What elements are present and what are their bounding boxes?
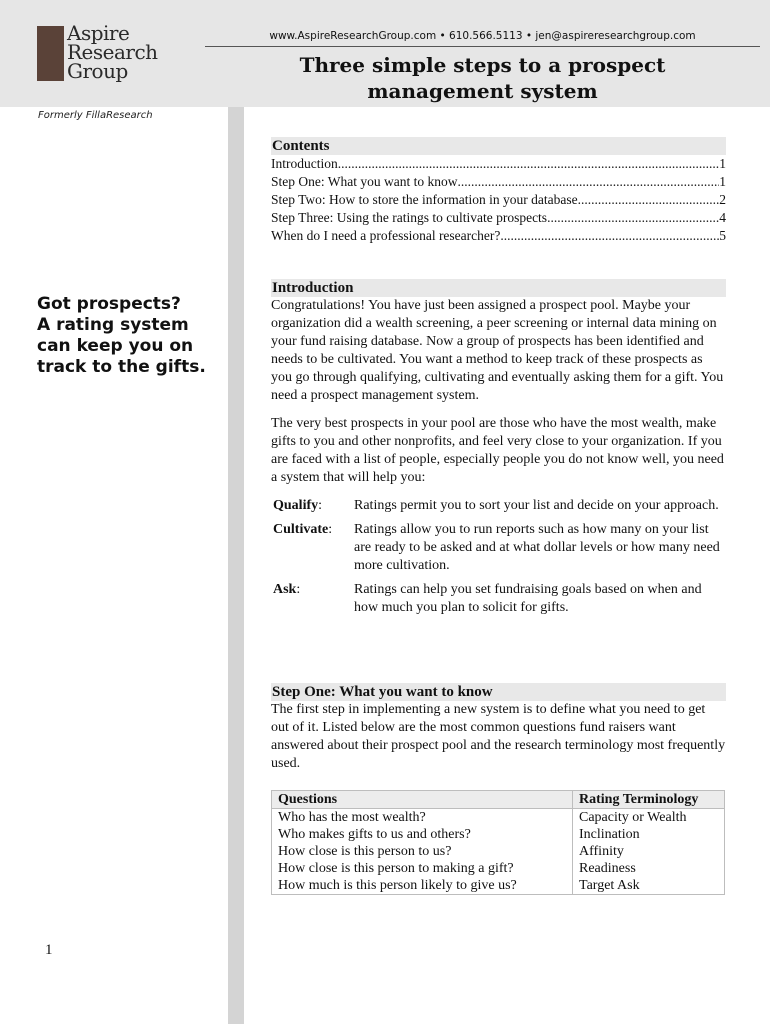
vertical-stripe (228, 107, 244, 1024)
table-cell: Capacity or Wealth (573, 809, 725, 827)
contents-heading: Contents (271, 137, 726, 155)
toc-entry-page: 4 (719, 210, 726, 225)
table-cell: Inclination (573, 826, 725, 843)
title-line-2: management system (367, 79, 598, 103)
toc-entry[interactable] (271, 209, 726, 227)
toc-entry-title: Introduction (271, 156, 338, 171)
table-row (272, 826, 725, 843)
spacer (271, 405, 726, 415)
table-header-cell: Rating Terminology (573, 791, 725, 809)
table-cell: Target Ask (573, 877, 725, 895)
toc-entry[interactable] (271, 227, 726, 245)
introduction-section (271, 279, 726, 623)
toc-leader (578, 191, 720, 209)
title-line-1: Three simple steps to a prospect (299, 53, 666, 77)
aspire-logo (37, 21, 172, 84)
quote-line: Got prospects? (37, 294, 181, 314)
toc-leader (338, 155, 720, 173)
definition-desc: Ratings can help you set fundraising goals based on when and how much you plan to solicit for gifts. (354, 582, 702, 615)
table-cell: Who has the most wealth? (272, 809, 573, 827)
table-cell: How close is this person to making a gift? (272, 860, 573, 877)
quote-line: can keep you on (37, 336, 194, 356)
toc-leader (547, 209, 719, 227)
term-label: Qualify (273, 498, 319, 513)
toc-entry-title: Step One: What you want to know (271, 174, 458, 189)
rating-table (271, 790, 725, 895)
logo-line: Aspire (67, 21, 130, 45)
toc-entry-page: 1 (719, 174, 726, 189)
quote-line: track to the gifts. (37, 357, 206, 377)
table-cell: Affinity (573, 843, 725, 860)
toc-entry-page: 5 (719, 228, 726, 243)
definition-term: Ask: (273, 582, 301, 597)
spacer (271, 487, 726, 497)
header-rule (205, 46, 760, 47)
toc-entry-title: Step Three: Using the ratings to cultivate prospects (271, 210, 548, 225)
contact-info: www.AspireResearchGroup.com • 610.566.5113 • jen@aspireresearchgroup.com (269, 30, 696, 42)
definition-desc: Ratings allow you to run reports such as how many on your list are ready to be asked and at what dollar levels or how many need more cultivation. (354, 522, 720, 573)
table-cell: Who makes gifts to us and others? (272, 826, 573, 843)
intro-paragraph: Congratulations! You have just been assigned a prospect pool. Maybe your organization did a wealth screening, a peer screening or internal data mining on your fund raising database. Now a group of prospects has been identified and needs to be cultivated. You want a method to keep track of these prospects as you go through qualifying, cultivating and eventually asking them for a gift. You need a prospect management system. (271, 298, 724, 403)
formerly-note: Formerly FillaResearch (38, 110, 153, 121)
introduction-heading: Introduction (271, 279, 726, 297)
table-header-row (272, 791, 725, 809)
document-title (205, 52, 760, 104)
table-cell: How much is this person likely to give us? (272, 877, 573, 895)
step-one-heading: Step One: What you want to know (271, 683, 726, 701)
definition-term: Cultivate: (273, 522, 333, 537)
step-one-section (271, 683, 726, 895)
toc-entry-page: 1 (719, 156, 726, 171)
definition-item (271, 581, 726, 617)
toc-leader (500, 227, 719, 245)
logo-line: Group (67, 59, 128, 83)
toc-entry[interactable] (271, 173, 726, 191)
term-label: Cultivate (273, 522, 329, 537)
logo-wordmark (67, 21, 158, 83)
quote-line: A rating system (37, 315, 189, 335)
definition-desc: Ratings permit you to sort your list and decide on your approach. (354, 498, 719, 513)
toc-entry-title: When do I need a professional researcher? (271, 228, 501, 243)
toc-leader (457, 173, 719, 191)
table-row (272, 877, 725, 895)
table-row (272, 843, 725, 860)
step-one-paragraph: The first step in implementing a new system is to define what you need to get out of it. Listed below are the most common questions fund raisers want answered about their prospect pool and the research terminology most frequently used. (271, 702, 726, 771)
table-header-cell: Questions (272, 791, 573, 809)
page-number: 1 (45, 942, 53, 958)
definition-term: Qualify: (273, 498, 323, 513)
toc-entry-page: 2 (719, 192, 726, 207)
toc-entry[interactable] (271, 191, 726, 209)
pull-quote (37, 294, 222, 378)
toc-entry-title: Step Two: How to store the information in your database (271, 192, 578, 207)
table-cell: How close is this person to us? (272, 843, 573, 860)
definition-item (271, 497, 726, 515)
contents-section (271, 137, 726, 245)
definition-item (271, 521, 726, 575)
logo-mark-icon (37, 26, 64, 81)
intro-paragraph: The very best prospects in your pool are those who have the most wealth, make gifts to you and other nonprofits, and feel very close to your organization. If you are faced with a list of people, especially people you do not know well, you need a system that will help you: (271, 416, 724, 485)
term-label: Ask (273, 582, 297, 597)
logo-line: Research (67, 40, 158, 64)
table-cell: Readiness (573, 860, 725, 877)
toc-entry[interactable] (271, 155, 726, 173)
table-row (272, 860, 725, 877)
table-row (272, 809, 725, 827)
